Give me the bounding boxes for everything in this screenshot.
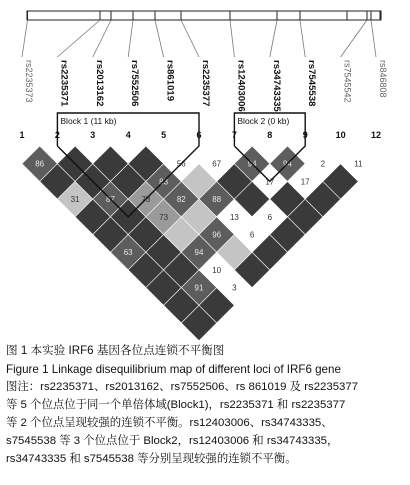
figure-caption-english: Figure 1 Linkage disequilibrium map of different loci of IRF6 gene bbox=[6, 363, 341, 376]
ld-value: 94 bbox=[283, 159, 292, 169]
figure-note-line-5: rs34743335 和 s7545538 等分别呈现较强的连锁不平衡。 bbox=[6, 453, 297, 465]
connector-line bbox=[155, 20, 164, 57]
block-label: Block 2 (0 kb) bbox=[237, 116, 290, 126]
snp-label: rs846808 bbox=[378, 60, 388, 98]
connector-line bbox=[371, 20, 376, 57]
ld-value: 82 bbox=[176, 195, 186, 205]
snp-label: rs861019 bbox=[164, 60, 176, 102]
figure-note-line-4: s7545538 等 3 个位点位于 Block2，rs12403006 和 rs34743335， bbox=[6, 435, 339, 447]
column-number: 10 bbox=[335, 130, 346, 140]
ld-value: 31 bbox=[70, 195, 80, 205]
ld-value: 3 bbox=[232, 283, 237, 293]
ld-value: 10 bbox=[212, 265, 222, 275]
ld-value: 96 bbox=[212, 230, 222, 240]
ld-value: 6 bbox=[249, 230, 255, 240]
ld-value: 63 bbox=[123, 248, 133, 258]
snp-label: rs2013162 bbox=[93, 60, 105, 107]
ld-value: 73 bbox=[141, 195, 151, 205]
column-number: 7 bbox=[231, 130, 237, 140]
ld-value: 94 bbox=[247, 159, 257, 169]
connector-line bbox=[300, 20, 305, 57]
ld-value: 91 bbox=[194, 283, 204, 293]
connector-line bbox=[341, 20, 367, 57]
snp-label: rs7545538 bbox=[306, 60, 318, 107]
column-number: 5 bbox=[161, 130, 167, 140]
column-number: 1 bbox=[19, 130, 25, 140]
connector-line bbox=[181, 20, 199, 57]
ld-value: 56 bbox=[176, 159, 186, 169]
ld-value: 94 bbox=[194, 248, 204, 258]
connector-line bbox=[57, 20, 100, 57]
ld-value: 67 bbox=[212, 159, 222, 169]
block-label: Block 1 (11 kb) bbox=[60, 116, 117, 126]
column-number: 12 bbox=[370, 130, 382, 140]
figure-note-line-2: 等 5 个位点位于同一个单倍体域(Block1)，rs2235371 和 rs2235377 bbox=[6, 399, 346, 411]
ld-value: 17 bbox=[265, 177, 275, 187]
snp-label: rs7552506 bbox=[129, 60, 141, 107]
connector-line bbox=[230, 20, 234, 57]
column-number: 8 bbox=[267, 130, 273, 140]
snp-label: rs12403006 bbox=[235, 60, 247, 112]
column-number: 9 bbox=[302, 130, 308, 140]
ld-value: 87 bbox=[106, 195, 115, 205]
connector-line bbox=[22, 20, 28, 57]
column-number: 3 bbox=[90, 130, 96, 140]
figure-note-line-3: 等 2 个位点呈现较强的连锁不平衡。rs12403006、rs34743335、 bbox=[6, 417, 333, 429]
ld-value: 13 bbox=[229, 212, 239, 222]
column-number: 2 bbox=[54, 130, 60, 140]
genomic-ruler bbox=[27, 11, 381, 20]
snp-label: rs2235371 bbox=[58, 60, 70, 107]
ld-value: 83 bbox=[159, 177, 169, 187]
snp-label: rs7545542 bbox=[342, 60, 353, 103]
connector-line bbox=[270, 20, 277, 57]
connector-line bbox=[93, 20, 111, 57]
snp-label: rs34743335 bbox=[270, 60, 282, 112]
ld-value: 88 bbox=[212, 195, 222, 205]
column-number: 4 bbox=[125, 130, 131, 140]
ld-value: 6 bbox=[267, 212, 273, 222]
ld-value: 17 bbox=[300, 177, 310, 187]
ld-value: 2 bbox=[320, 159, 326, 169]
snp-label: rs2235373 bbox=[24, 60, 34, 103]
connector-line bbox=[128, 20, 133, 57]
figure-note-line-1: 图注：rs2235371、rs2013162、rs7552506、rs 861019 及 rs2235377 bbox=[6, 381, 359, 393]
ld-value: 11 bbox=[354, 159, 363, 169]
ld-value: 86 bbox=[35, 159, 45, 169]
column-number: 6 bbox=[196, 130, 202, 140]
snp-label: rs2235377 bbox=[200, 60, 211, 107]
ld-value: 73 bbox=[159, 212, 169, 222]
figure-caption-chinese: 图 1 本实验 IRF6 基因各位点连锁不平衡图 bbox=[6, 344, 225, 357]
